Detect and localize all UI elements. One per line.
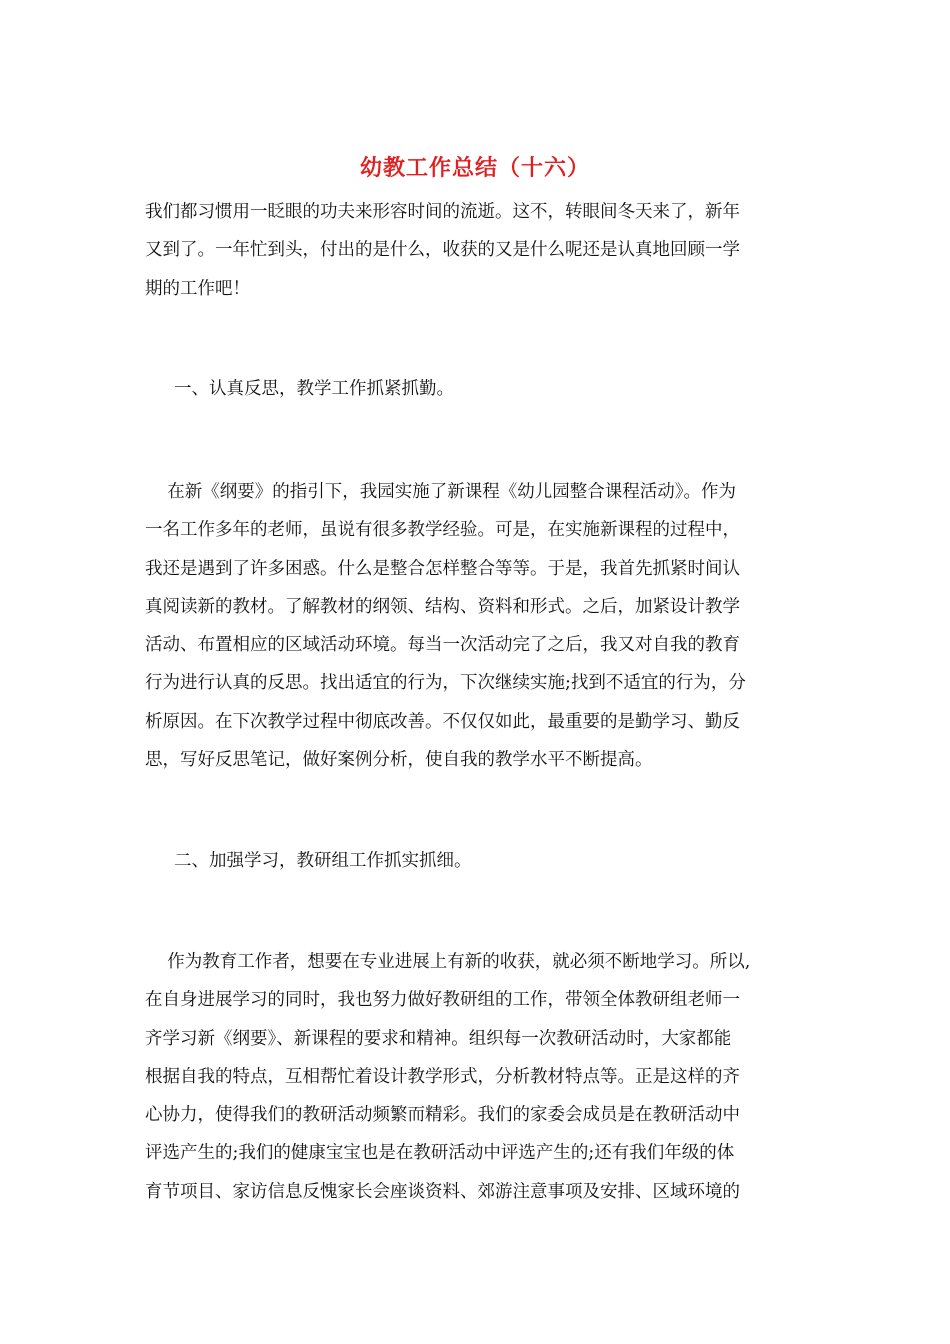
section2-paragraph: [145, 943, 817, 1211]
text-line: 育节项目、家访信息反愧家长会座谈资料、郊游注意事项及安排、区域环境的: [145, 1181, 740, 1202]
text-line: 真阅读新的教材。了解教材的纲领、结构、资料和形式。之后，加紧设计教学: [145, 596, 740, 617]
intro-paragraph: [145, 193, 817, 308]
document-title: 幼教工作总结（十六）: [359, 155, 590, 181]
text-line: 又到了。一年忙到头，付出的是什么，收获的又是什么呢还是认真地回顾一学: [145, 240, 740, 261]
text-line: 行为进行认真的反思。找出适宜的行为，下次继续实施;找到不适宜的行为，分: [145, 673, 746, 694]
text-line: 我还是遇到了许多困惑。什么是整合怎样整合等等。于是，我首先抓紧时间认: [145, 558, 740, 579]
text-line: 我们都习惯用一眨眼的功夫来形容时间的流逝。这不，转眼间冬天来了，新年: [145, 202, 740, 222]
text-line: 活动、布置相应的区域活动环境。每当一次活动完了之后，我又对自我的教育: [145, 635, 740, 656]
text-line: 思，写好反思笔记，做好案例分析，使自我的教学水平不断提高。: [145, 750, 653, 771]
text-line: 评选产生的;我们的健康宝宝也是在教研活动中评选产生的;还有我们年级的体: [145, 1143, 735, 1164]
section1-paragraph: [145, 473, 817, 779]
section-heading-1: 一、认真反思，教学工作抓紧抓勤。: [174, 379, 454, 399]
text-line: 期的工作吧！: [145, 278, 250, 299]
text-line: 在新《纲要》的指引下，我园实施了新课程《幼儿园整合课程活动》。作为: [145, 482, 736, 502]
text-line: 在自身进展学习的同时，我也努力做好教研组的工作，带领全体教研组老师一: [145, 990, 740, 1011]
text-line: 齐学习新《纲要》、新课程的要求和精神。组织每一次教研活动时，大家都能: [145, 1028, 732, 1049]
text-line: 根据自我的特点，互相帮忙着设计教学形式，分析教材特点等。正是这样的齐: [145, 1066, 740, 1087]
text-line: 心协力，使得我们的教研活动频繁而精彩。我们的家委会成员是在教研活动中: [145, 1105, 740, 1126]
text-line: 析原因。在下次教学过程中彻底改善。不仅仅如此，最重要的是勤学习、勤反: [145, 711, 740, 732]
text-line: 作为教育工作者，想要在专业进展上有新的收获，就必须不断地学习。所以,: [145, 952, 751, 972]
section-heading-2: 二、加强学习，教研组工作抓实抓细。: [174, 851, 472, 871]
text-line: 一名工作多年的老师，虽说有很多教学经验。可是，在实施新课程的过程中，: [145, 520, 740, 541]
